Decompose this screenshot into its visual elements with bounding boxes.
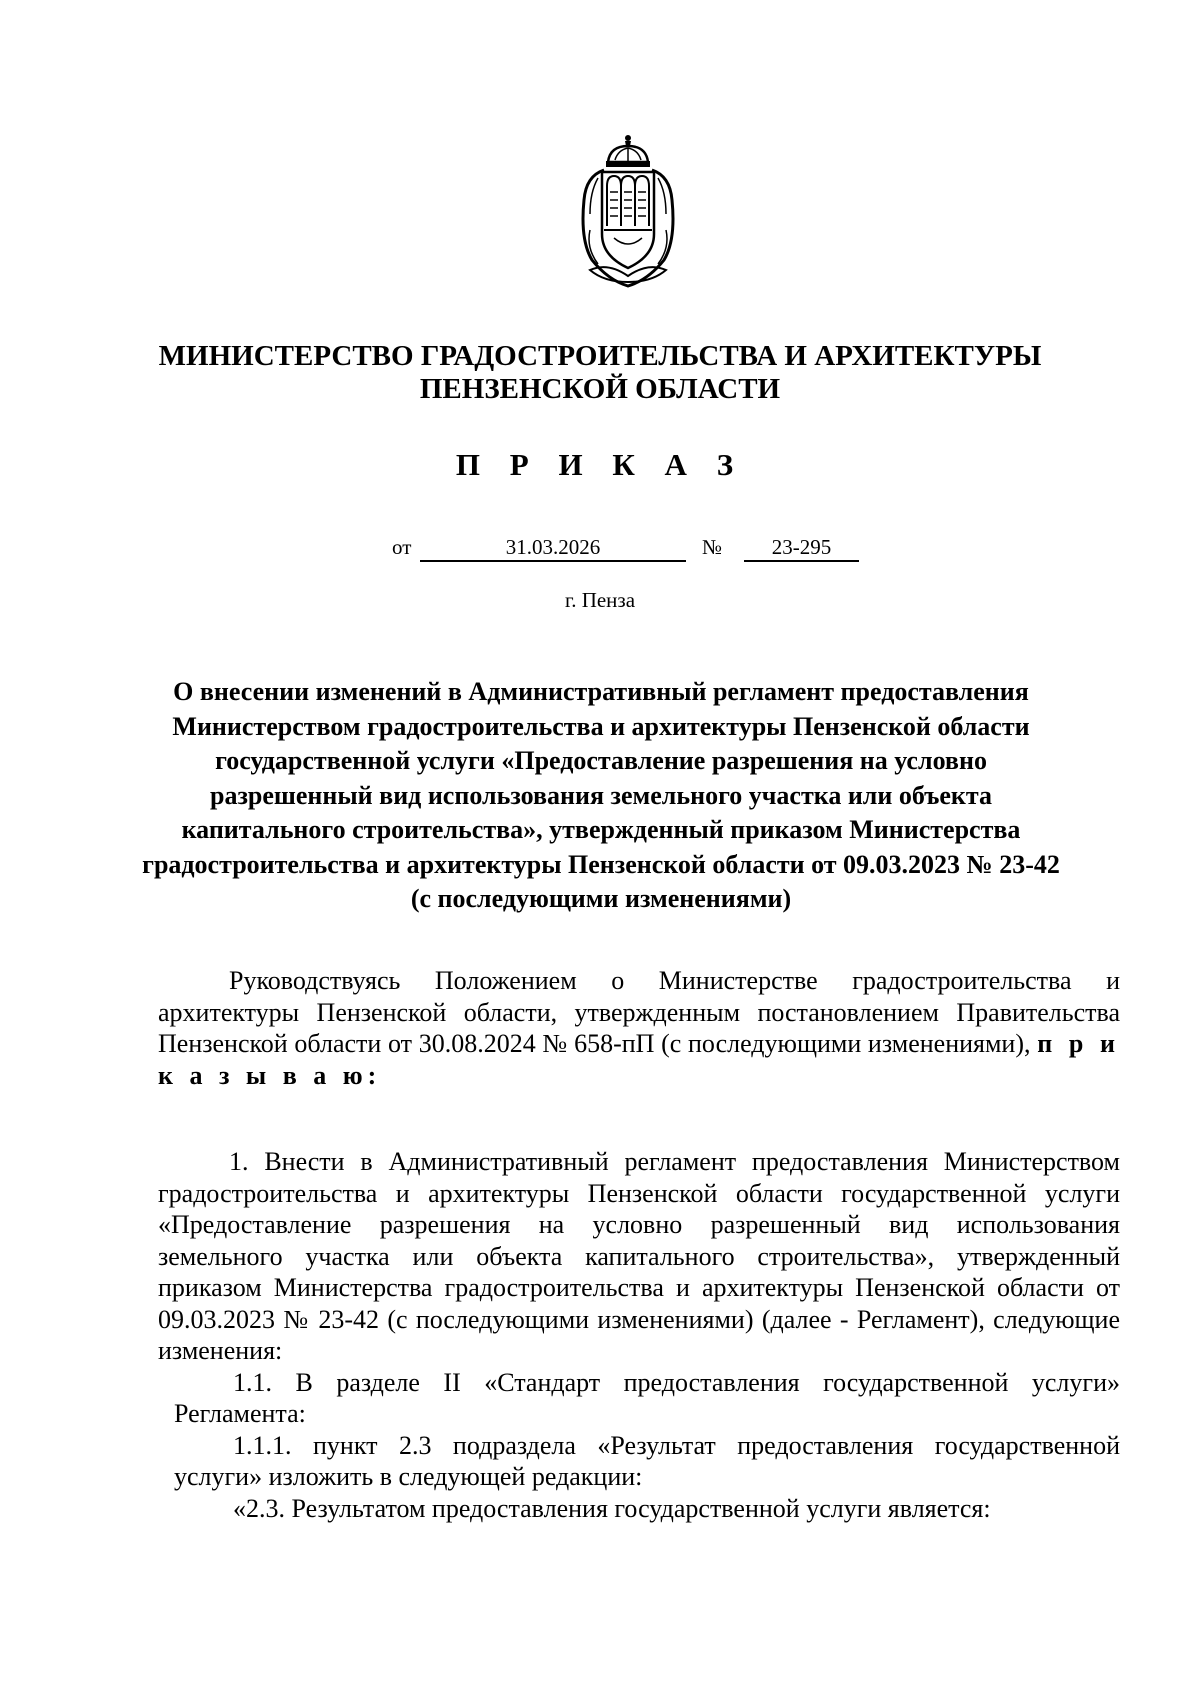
city: г. Пенза	[564, 588, 636, 612]
preamble-paragraph	[158, 965, 1120, 1091]
document-type: П Р И К А З	[455, 447, 745, 482]
date-prefix: от	[392, 535, 412, 559]
order-verb: п р и к а з ы в а ю:	[158, 1029, 1121, 1090]
preamble-text: Руководствуясь Положением о Министерстве градостроительства и архитектуры Пензенской области, утвержденным постановлением Правительства Пензенской области от 30.08.2024 № 658-пП (с последующими изменениями),	[158, 966, 1120, 1058]
item-1-1-1-paragraph: 1.1.1. пункт 2.3 подраздела «Результат предоставления государственной услуги» изложить в следующей редакции:	[174, 1430, 1120, 1491]
ministry-name-line-1: МИНИСТЕРСТВО ГРАДОСТРОИТЕЛЬСТВА И АРХИТЕКТУРЫ	[158, 340, 1042, 372]
document-title: О внесении изменений в Административный регламент предоставления Министерством градостроительства и архитектуры Пензенской области государственной услуги «Предоставление разрешения на условно разрешенный вид использования земельного участка или объекта капитального строительства», утвержденный приказом Министерства градостроительства и архитектуры Пензенской области от 09.03.2023 № 23-42 (с последующими изменениями)	[142, 677, 1060, 913]
item-1-paragraph: 1. Внести в Административный регламент предоставления Министерством градостроительства и архитектуры Пензенской области государственной услуги «Предоставление разрешения на условно разрешенный вид использования земельного участка или объекта капитального строительства», утвержденный приказом Министерства градостроительства и архитектуры Пензенской области от 09.03.2023 № 23-42 (с последующими изменениями) (далее - Регламент), следующие изменения:	[158, 1147, 1120, 1365]
item-2-3-paragraph: «2.3. Результатом предоставления государственной услуги является:	[233, 1493, 991, 1523]
document-body	[158, 965, 1120, 1524]
coat-of-arms-icon	[568, 130, 688, 290]
ministry-name	[0, 340, 1200, 406]
item-1-1-paragraph: 1.1. В разделе II «Стандарт предоставления государственной услуги» Регламента:	[174, 1367, 1120, 1428]
order-date: 31.03.2026	[420, 535, 686, 562]
number-prefix: №	[702, 535, 723, 559]
order-number: 23-295	[744, 535, 859, 562]
ministry-name-line-2: ПЕНЗЕНСКОЙ ОБЛАСТИ	[419, 373, 781, 405]
